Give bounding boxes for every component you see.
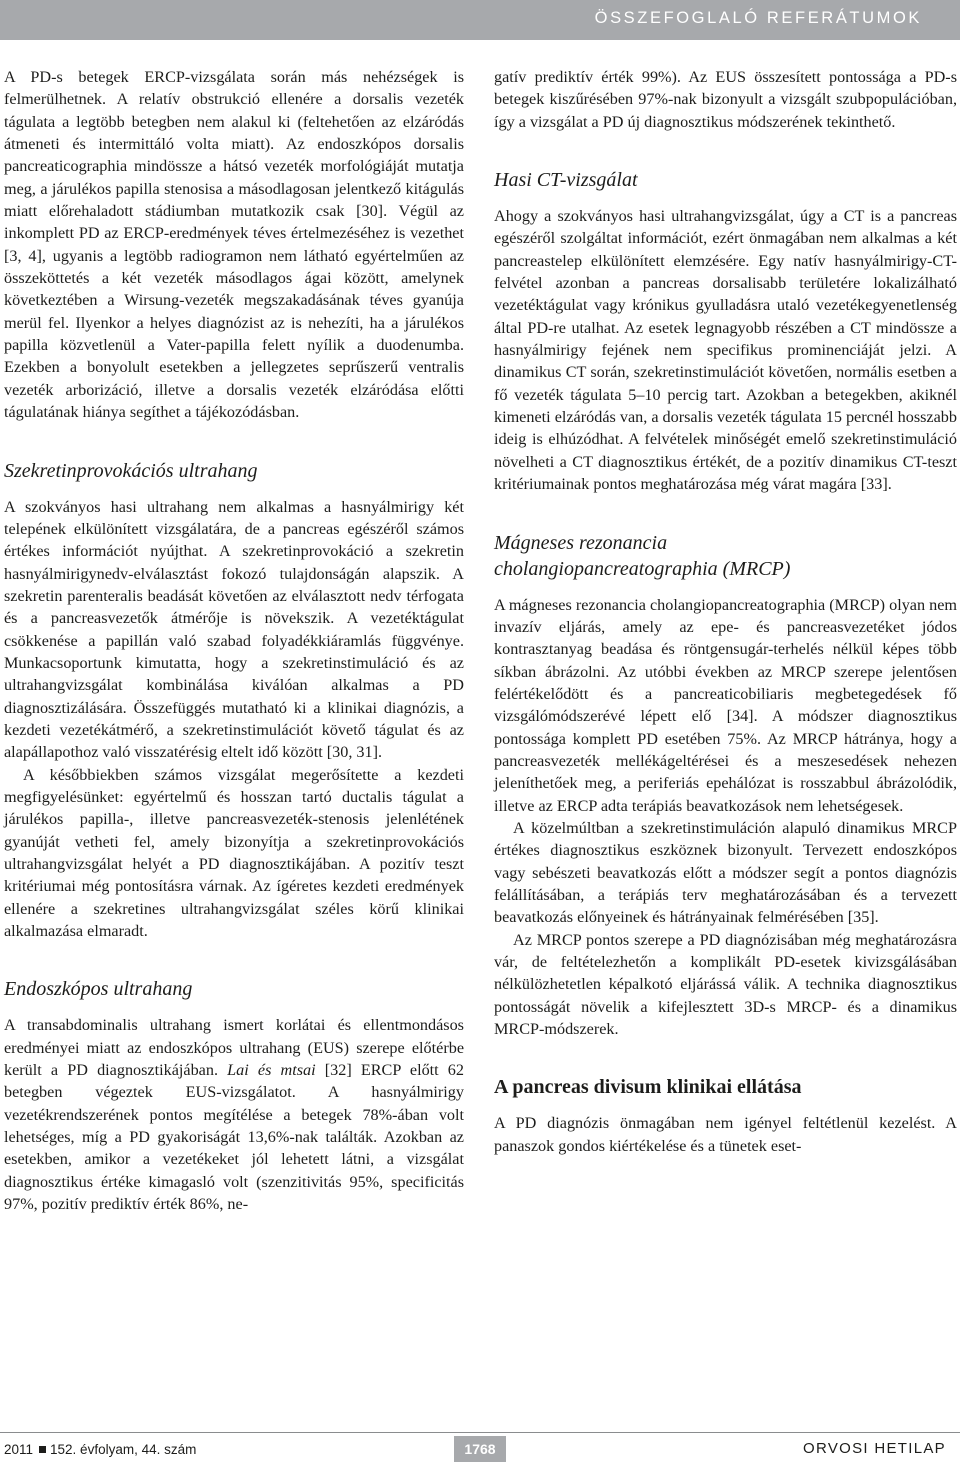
section-heading-endoscopic-us: Endoszkópos ultrahang	[4, 978, 193, 1001]
paragraph: A közelmúltban a szekretinstimuláción alapuló dinamikus MRCP értékes diagnosztikus eszköznek bizonyult. Tervezett endoszkópos vagy sebészeti beavatkozás előtt a módszer segít a pontos diagnózis felállításában, a terápiás terv meghatározásában és a tervezett beavatkozás előnyeinek és hátrányainak felmérésében [35].	[494, 818, 957, 927]
paragraph: A PD-s betegek ERCP-vizsgálata során más nehézségek is felmerülhetnek. A relatív obstrukció ellenére a dorsalis vezeték tágulata a legtöbb betegben nem alakul ki (feltehetően az elzáródás átmeneti és intermittáló volta miatt). Az endoszkópos dorsalis pancreaticographia mindössze a hátsó vezeték morfológiáját mutatja meg, a járulékos papilla stenosisa a másodlagosan jelentkező kitágulás miatt előrehaladott stádiumban mutatkozik csak [30]. Végül az inkomplett PD az ERCP-eredmények téves értelmezéséhez is vezethet [3, 4], ugyanis a legtöbb radiogramon nem látható egyértelműen az összeköttetés a két vezeték másodlagos ágai között, amelynek következtében a Wirsung-vezeték megszakadásának téves gyanúja merül fel. Ilyenkor a helyes diagnózist az is nehezíti, ha a járulékos papilla közvetlenül a Vater-papilla felett nyílik a duodenumba. Ezekben a bonyolult esetekben a jellegzetes seprűszerű ventralis vezeték arborizáció, illetve a dorsalis vezeték elzáródása előtti tágulatának hiánya segíthet a tájékozódásban.	[4, 68, 464, 422]
paragraph: Ahogy a szokványos hasi ultrahangvizsgálat, úgy a CT is a pancreas egészéről szolgáltat információt, ezért önmagában nem alkalmas a két pancreastelep elkülönített elemzésére. Egy natív hasnyálmirigy-CT-felvétel azonban a pancreas dorsalisabb területére lokalizálható vezetéktágulat vagy krónikus gyulladásra utaló vezetékegyenetlenség által PD-re utalhat. Az esetek legnagyobb részében a CT mindössze a hasnyálmirigy fejének nem specifikus prominenciáját jelzi. A dinamikus CT során, szekretinstimulációt követően, normális esetben a fő vezeték tágulata 5–10 percig tart. Azokban a betegekben, akiknél kimeneti elzáródás van, a dorsalis vezeték tágulata 15 percnél hosszabb ideig is elhúzódhat. A felvételek minőségét emelő szekretinstimuláció növelheti a CT diagnosztikus értékét, de a pozitív dinamikus CT-teszt kritériumainak pontos meghatározása még várat magára [33].	[494, 207, 957, 494]
section-heading-divisum: A pancreas divisum klinikai ellátása	[494, 1076, 802, 1099]
paragraph	[4, 1014, 464, 1215]
paragraph: A szokványos hasi ultrahang nem alkalmas a hasnyálmirigy két telepének elkülönített vizsgálatára, de a pancreas egészéről számos értékes információt nyújthat. A szekretinprovokáció a szekretin hasnyálmirigynedv-elválasztást fokozó tulajdonságán alapszik. A szekretin parenteralis beadását követően az elválasztott nedv térfogata és a pancreasvezetők átmérője is növekszik. A vezetéktágulat csökkenése a papillán való szabad folyadékkiáramlás függvénye. Munkacsoportunk kimutatta, hogy a szekretinstimuláció és az ultrahangvizsgálat kombinálása kiválóan alkalmas a PD diagnosztizálására. Összefüggés mutatható ki a klinikai diagnózis, a kezdeti vezetékátmérő, a szekretinstimulációt követő tágulat és az alapállapothoz való visszatérésig eltelt idő között [30, 31].	[4, 497, 464, 762]
section-heading-ct: Hasi CT-vizsgálat	[494, 169, 638, 192]
section-heading-secretin: Szekretinprovokációs ultrahang	[4, 459, 258, 482]
footer-volume: 152. évfolyam, 44. szám	[50, 1442, 197, 1457]
paragraph: A mágneses rezonancia cholangiopancreatographia (MRCP) olyan nem invazív eljárás, amely az epe- és pancreasvezetéket jódos kontrasztanyag beadása és röntgensugár-terhelés nélkül képes több síkban ábrázolni. Az utóbbi években az MRCP szerepe jelentősen felértékelődött és a pancreaticobiliaris megbetegedések fő vizsgálómódszerévé lépett elő [34]. A módszer diagnosztikus pontossága komplett PD esetében 75%. Az MRCP hátránya, hogy a pancreasvezeték mellékágeltérései és a meszesedések nehezen jeleníthetőek meg, a periferiás epehálózat is rosszabbul ábrázolódik, illetve az ERCP adta terápiás beavatkozások nem lehetségesek.	[494, 595, 957, 815]
author-citation: Lai és mtsai	[227, 1061, 316, 1080]
paragraph: A PD diagnózis önmagában nem igényel feltétlenül kezelést. A panaszok gondos kiértékelése és a tünetek eset-	[494, 1114, 957, 1155]
footer-issue	[4, 1442, 196, 1457]
text: [32] ERCP előtt 62 betegben végeztek EUS-vizsgálatot. A hasnyálmirigy vezetékrendszerének pontos megítélése a betegek 78%-ában volt lehetséges, míg a PD gyakoriságát 13,6%-nak találták. Azokban az esetekben, amikor a vezetékeket jól lehetett látni, a vizsgálat diagnosztikus értéke kimagasló volt (szenzitivitás 95%, specificitás 97%, pozitív prediktív érték 86%, ne-	[4, 1061, 464, 1214]
section-heading-mrcp-line2: cholangiopancreatographia (MRCP)	[494, 557, 791, 580]
text: A transabdominalis ultrahang ismert korlátai és ellentmondásos eredményei miatt az endoszkópos ultrahang (EUS) szerepe előtérbe került a PD diagnosztikájában.	[4, 1016, 464, 1080]
paragraph: gatív prediktív érték 99%). Az EUS összesített pontossága a PD-s betegek kiszűrésében 97%-nak bizonyult a vizsgált szubpopulációban, így a vizsgálat a PD új diagnosztikus módszerének tekinthető.	[494, 68, 957, 131]
header-bar	[0, 0, 960, 40]
paragraph: A későbbiekben számos vizsgálat megerősítette a kezdeti megfigyelésünket: egyértelmű és hosszan tartó ductalis tágulat a járulékos papilla-, illetve pancreasvezeték-stenosis jelenlétének gyanúját vetheti fel, amely bizonyítja a szekretinprovokációs ultrahangvizsgálat helyét a PD diagnosztikájában. A pozitív teszt kritériumai még pontosításra várnak. Az ígéretes kezdeti eredmények ellenére a szekretines ultrahangvizsgálat széles körű klinikai alkalmazása elmaradt.	[4, 765, 464, 941]
page-number: 1768	[454, 1436, 506, 1462]
right-column	[494, 66, 957, 1157]
section-heading-mrcp-line1: Mágneses rezonancia	[494, 531, 668, 554]
left-column	[4, 66, 464, 1215]
footer-year: 2011	[4, 1442, 34, 1457]
paragraph: Az MRCP pontos szerepe a PD diagnózisában még meghatározásra vár, de feltételezhetőn a komplikált PD-esetek kivizsgálásában nélkülözhetetlen képalkotó eljárássá válik. A technika diagnosztikus pontosságát növelik a kifejlesztett 3D-s MRCP- és a dinamikus MRCP-módszerek.	[494, 930, 957, 1039]
journal-name: ORVOSI HETILAP	[803, 1440, 946, 1457]
square-bullet-icon	[39, 1446, 46, 1453]
section-title: ÖSSZEFOGLALÓ REFERÁTUMOK	[594, 9, 922, 27]
footer-divider	[0, 1432, 960, 1433]
